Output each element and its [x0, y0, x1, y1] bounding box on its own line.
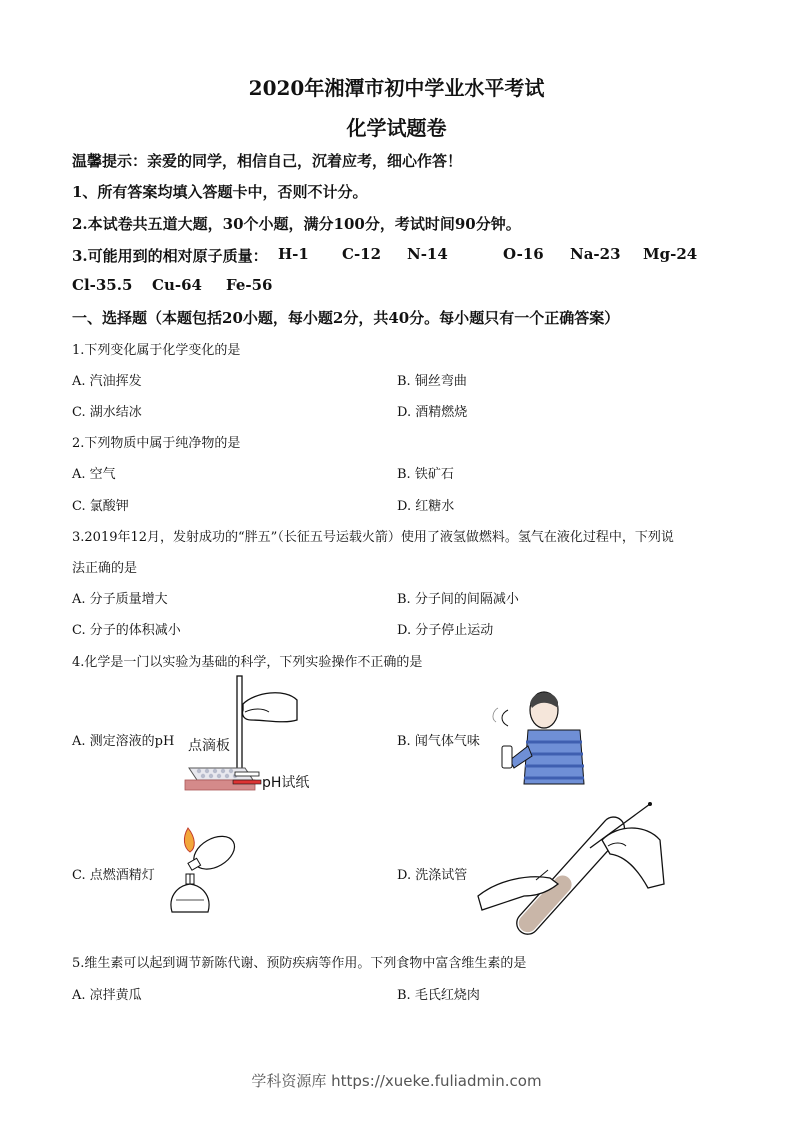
- option-a: A. 分子质量增大: [72, 592, 168, 607]
- question-stem: 2.下列物质中属于纯净物的是: [72, 436, 241, 451]
- option-b: B. 闻气体气味: [397, 734, 480, 749]
- atom-mass: Cu-64: [152, 276, 202, 294]
- option-a: A. 汽油挥发: [72, 374, 142, 389]
- atom-mass: C-12: [342, 245, 382, 263]
- atom-mass: Cl-35.5: [72, 276, 133, 294]
- note-2: 2.本试卷共五道大题，30个小题，满分100分，考试时间90分钟。: [72, 215, 521, 233]
- question-stem-continued: 法正确的是: [72, 561, 138, 576]
- atom-mass: Na-23: [570, 245, 621, 263]
- option-b: B. 分子间的间隔减小: [397, 592, 519, 607]
- atom-mass: Fe-56: [226, 276, 273, 294]
- option-d: D. 酒精燃烧: [397, 405, 468, 420]
- option-d: D. 红糖水: [397, 499, 455, 514]
- exam-title: 2020年湘潭市初中学业水平考试: [248, 76, 545, 100]
- option-b: B. 毛氏红烧肉: [397, 988, 480, 1003]
- option-c: C. 湖水结冰: [72, 405, 142, 420]
- option-b: B. 铜丝弯曲: [397, 374, 467, 389]
- question-stem: 1.下列变化属于化学变化的是: [72, 343, 241, 358]
- smell-gas-figure: [488, 686, 588, 786]
- option-a: A. 测定溶液的pH: [72, 734, 175, 749]
- section-heading: 一、选择题（本题包括20小题，每小题2分，共40分。每小题只有一个正确答案）: [72, 309, 620, 327]
- alcohol-lamp-figure: [158, 826, 248, 916]
- option-c: C. 点燃酒精灯: [72, 868, 155, 883]
- option-c: C. 氯酸钾: [72, 499, 129, 514]
- note-1: 1、所有答案均填入答题卡中，否则不计分。: [72, 183, 368, 201]
- option-a: A. 空气: [72, 467, 116, 482]
- question-stem: 4.化学是一门以实验为基础的科学，下列实验操作不正确的是: [72, 655, 423, 670]
- atom-mass: Mg-24: [643, 245, 698, 263]
- option-b: B. 铁矿石: [397, 467, 454, 482]
- option-d: D. 分子停止运动: [397, 623, 494, 638]
- option-c: C. 分子的体积减小: [72, 623, 181, 638]
- option-d: D. 洗涤试管: [397, 868, 468, 883]
- paper-subtitle: 化学试题卷: [346, 116, 447, 140]
- question-stem: 3.2019年12月，发射成功的“胖五”（长征五号运载火箭）使用了液氢做燃料。氢气在液化过程中，下列说: [72, 530, 674, 545]
- atom-mass: N-14: [407, 245, 448, 263]
- figure-label-spot-plate: 点滴板: [188, 738, 230, 754]
- atom-mass: O-16: [503, 245, 544, 263]
- note-3-label: 3.可能用到的相对原子质量：: [72, 247, 268, 265]
- atom-mass: H-1: [278, 245, 309, 263]
- question-stem: 5.维生素可以起到调节新陈代谢、预防疾病等作用。下列食物中富含维生素的是: [72, 956, 527, 971]
- figure-label-ph-paper: pH试纸: [262, 775, 310, 791]
- option-a: A. 凉拌黄瓜: [72, 988, 142, 1003]
- warm-tip: 温馨提示：亲爱的同学，相信自己，沉着应考，细心作答！: [72, 152, 463, 170]
- wash-test-tube-figure: [478, 800, 664, 948]
- footer-watermark: 学科资源库 https://xueke.fuliadmin.com: [251, 1072, 542, 1090]
